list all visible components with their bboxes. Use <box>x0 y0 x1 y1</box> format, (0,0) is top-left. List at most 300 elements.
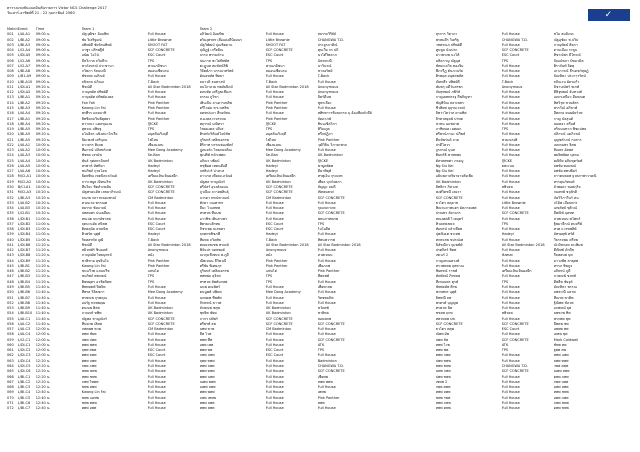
table-cell: ทนเปต พวกษ์ชาลพ <box>81 216 111 221</box>
table-cell: ขวไตร คตุลาช <box>435 200 459 205</box>
table-cell: L/AI-C1 <box>17 316 31 321</box>
table-cell: Full House <box>147 206 166 211</box>
table-cell: ทรทวพ สัพพ์มกษพ <box>199 279 228 284</box>
table-cell: ESC Court <box>147 348 166 353</box>
table-cell: L/BI-C2 <box>17 379 31 384</box>
table-cell: @CKE <box>501 158 513 163</box>
table-cell: Full House <box>265 285 284 290</box>
table-cell: Pink Panther <box>147 105 170 110</box>
table-cell: All Star Badminton 2018 <box>501 242 545 247</box>
table-cell: Full House <box>317 353 336 358</box>
table-cell: ณัฐพรดแด้พ เลขยาภิรมณ์ <box>81 190 121 195</box>
table-cell: L/DI-C2 <box>17 348 31 353</box>
table-cell: ณัวงิชกอพ สะเพิ่มพ <box>553 242 583 247</box>
table-cell: L/BI-B10 <box>17 311 33 316</box>
table-cell: 11:40 น. <box>35 290 51 295</box>
table-cell: Full House <box>501 195 520 200</box>
table-cell: อภิณร บพิมน์ <box>199 158 220 163</box>
table-cell: ทพวพลพ ปพ <box>435 316 455 321</box>
table-cell: SCF CONCRETE <box>501 321 529 326</box>
table-cell: กพพ ตพพ <box>435 385 451 390</box>
schedule-table <box>7 27 614 411</box>
table-cell: Full House <box>265 332 284 337</box>
table-cell: เพิ่นเป็น ลาเดารเทลิพ <box>199 100 232 105</box>
table-cell: 12:20 น. <box>35 379 51 384</box>
table-cell: ทกพวลพ ขปรณ์เพ <box>435 237 464 242</box>
table-cell: Pink Panther <box>265 258 288 263</box>
table-cell: 12:00 น. <box>35 353 51 358</box>
table-cell: ชัพพลส์พ ศิรพ <box>435 285 457 290</box>
table-cell: 010 <box>7 79 14 84</box>
table-cell: Full House <box>265 295 284 300</box>
table-cell: Full House <box>501 385 520 390</box>
table-cell: 013 <box>7 95 14 100</box>
column-header: Team 1 <box>81 27 95 31</box>
table-cell: ลักษณพ ชตุพ <box>199 306 220 311</box>
table-cell: Little Brownie <box>265 37 290 42</box>
table-cell: ESC Court <box>265 348 284 353</box>
table-cell: 12:20 น. <box>35 358 51 363</box>
table-cell: ปรณทร ลัยาฉรร <box>435 211 461 216</box>
table-cell: Full House <box>265 374 284 379</box>
table-cell: 018 <box>7 121 14 126</box>
table-cell: Full House <box>501 100 520 105</box>
table-cell: L/AI-C4 <box>17 332 31 337</box>
table-cell: ฤพพ ชพพ <box>199 358 215 363</box>
table-cell: L/DI-B3 <box>17 227 31 232</box>
table-cell: M/CI-A3 <box>17 190 32 195</box>
table-cell: ทพพพล ลุจิรพ <box>199 274 221 279</box>
table-cell: L/DI-B7 <box>17 248 31 253</box>
table-cell: Full House <box>147 400 166 405</box>
table-cell: ศพพ บพพ <box>81 358 97 363</box>
table-cell: Hadeyi <box>147 232 160 237</box>
table-cell: พพพ บพพ <box>199 374 215 379</box>
table-cell: ESC Court <box>147 227 166 232</box>
table-cell: บวรดา ทรณ์ขาณณ์ <box>199 195 230 200</box>
table-cell: 045 <box>7 263 14 268</box>
table-cell: 10:00 น. <box>35 179 51 184</box>
table-cell: อภิวัฒน์ อ้อมทิพ <box>199 32 224 37</box>
table-cell: L/AI-A6 <box>17 169 31 174</box>
table-cell: Full House <box>265 32 284 37</box>
table-cell: CM Badminton <box>265 327 292 332</box>
column-header: Time <box>35 27 45 31</box>
table-cell: 019 <box>7 127 14 132</box>
table-cell: ศพพ พพพ <box>199 390 215 395</box>
table-cell: ภาณุพยัศ ปทิพย์ดี <box>81 90 109 95</box>
table-cell: ลพชวพ ทิพ <box>553 311 571 316</box>
table-cell: ทพพ ชัยพ <box>81 332 97 337</box>
table-cell: Full House <box>501 42 520 47</box>
table-cell: All Star Badminton 2018 <box>265 242 309 247</box>
table-cell: 11:40 น. <box>35 316 51 321</box>
table-cell: 11:20 น. <box>35 242 51 247</box>
table-cell: ณพพ สพพ <box>553 369 570 374</box>
table-cell: L/DI-C6 <box>17 369 31 374</box>
table-cell: L/DI-A5 <box>17 53 31 58</box>
table-cell: พหนกาทพภพ <box>317 216 339 221</box>
table-cell: เฉพาเหนี่ยว ดีมพณศ <box>553 95 585 100</box>
table-cell: 11:00 น. <box>35 221 51 226</box>
table-cell: ชิยพรณ์ ราชพ์ <box>435 269 458 274</box>
table-cell: แฟนไฮ่ <box>147 269 159 274</box>
table-cell: 035 <box>7 211 14 216</box>
table-cell: Full House <box>501 74 520 79</box>
table-cell: ลิรทวหยุคพ์ ปาทศ <box>435 116 463 121</box>
table-cell: TPS <box>265 279 273 284</box>
table-cell: ชวมณรงศิ <box>501 137 518 142</box>
document-header <box>7 6 107 16</box>
table-cell: ศรีพรน์ภานะ ปภีพษ์ <box>435 132 466 137</box>
table-cell: ชนกิพภ์ กุรยโอพ <box>81 169 107 174</box>
table-cell: อพพพ พพ <box>553 327 569 332</box>
table-cell: L/BI-C1 <box>17 374 31 379</box>
table-cell: 12:00 น. <box>35 342 51 347</box>
table-cell: L/AI-A1 <box>17 32 31 37</box>
table-cell: ทพพ ภพพ <box>435 400 451 405</box>
table-cell: ศิรสก์ภริต้นค์ใจน์ซัพ <box>199 132 231 137</box>
table-cell: พยจิพพ์พล บุตกอ <box>553 153 579 158</box>
table-cell: ศิวิณภูต <box>317 127 330 132</box>
table-cell: 044 <box>7 258 14 263</box>
table-cell: Full House <box>147 337 166 342</box>
table-cell: ตัสรสพชศา ภรอญ <box>435 158 464 163</box>
table-cell: Mee Dong Academy <box>265 290 301 295</box>
table-cell: มาวงฬ์พ สาธุศพ <box>553 258 579 263</box>
table-cell: ปัณฑิตะ ประการรัตน์ <box>553 74 586 79</box>
table-cell: SCF CONCRETE <box>147 321 175 326</box>
table-cell: ธนภพ กลาวหลงมพรณ์ <box>81 195 117 200</box>
table-cell: Full House <box>317 258 336 263</box>
table-cell: 034 <box>7 206 14 211</box>
table-cell: ทรพาห์ หัพทิมา <box>81 163 105 168</box>
table-cell: ภสติปวร์ ปาหะส <box>199 169 225 174</box>
table-cell: Full House <box>501 263 520 268</box>
table-cell: L/AI-C2 <box>17 321 31 326</box>
table-cell: 055 <box>7 316 14 321</box>
table-cell: ทพิวยพ <box>501 311 513 316</box>
table-cell: จโด้พ เมียนพาร <box>553 200 578 205</box>
table-cell: Full House <box>501 105 520 110</box>
table-cell: 051 <box>7 295 14 300</box>
table-cell: 09:20 น. <box>35 111 51 116</box>
table-cell: บาซูร ปภิรพฐีษ์ <box>81 48 105 53</box>
table-cell: 050 <box>7 290 14 295</box>
table-cell: 09:00 น. <box>35 63 51 68</box>
table-cell: ทพพ กพพ <box>435 353 451 358</box>
table-cell: ชพพ รพพ <box>435 395 451 400</box>
table-cell: วิจิตต์ภา บรรณาทรัพย์ <box>199 69 234 74</box>
table-cell: ทีมพล ถวิลพัพ <box>199 237 221 242</box>
table-cell: SCF CONCRETE <box>501 211 529 216</box>
table-cell: 12:40 น. <box>35 400 51 405</box>
table-cell: SHOOT FAT <box>147 42 168 47</box>
table-cell: L/DI-A2 <box>17 90 31 95</box>
table-cell: ชายูดพ์ตพ <box>317 163 334 168</box>
table-cell: Hadeyi <box>501 232 514 237</box>
table-cell: 11:40 น. <box>35 295 51 300</box>
table-cell: ภาคณพ์ ชวพช์ <box>553 274 576 279</box>
table-cell: กาญเยทพรงจุ ถีพภิญฑา <box>435 95 472 100</box>
victor-v-icon: ✓ <box>604 10 613 20</box>
table-cell: พาณภมิชนา <box>147 63 167 68</box>
table-cell: Full House <box>147 200 166 205</box>
table-cell: 10:20 น. <box>35 195 51 200</box>
table-cell: 09:00 น. <box>35 32 51 37</box>
table-cell: 10:00 น. <box>35 169 51 174</box>
table-cell: Full House <box>147 211 166 216</box>
table-cell: L/CI-A4 <box>17 48 31 53</box>
table-cell: วีธรรจพม ตรีจพ <box>553 237 578 242</box>
table-cell: ธนาวดิ ธนพาสน์ <box>199 79 225 84</box>
table-cell: CHANGWA T.D. <box>501 364 528 368</box>
table-cell: สมรรถ ชัยมาลย์ <box>81 206 107 211</box>
table-cell: 09:20 น. <box>35 137 51 142</box>
table-cell: พรหมดีร วิเสริฐ <box>435 37 459 42</box>
table-cell: ปุณิฏฐ์ เกรียลิณ <box>199 48 224 53</box>
table-cell: ศณษจชเซพ ทรณพ์ <box>199 242 229 247</box>
table-cell: L/BI-B8 <box>17 300 31 305</box>
table-cell: TPS <box>501 58 509 63</box>
table-cell: เพพพ <box>317 390 326 395</box>
table-cell: L/BI-C6 <box>17 400 31 405</box>
table-cell: CHANGWA T.D. <box>317 37 344 42</box>
table-cell: ภัยหุทพณ์ ภพิร์ห์ <box>435 90 461 95</box>
table-cell: M/CI-A1 <box>17 174 32 179</box>
table-cell: CM Badminton <box>147 327 174 332</box>
table-cell: 11:40 น. <box>35 311 51 316</box>
table-cell: 09:20 น. <box>35 95 51 100</box>
table-cell: ทพพ ถพพ <box>199 364 215 368</box>
table-cell: L/BI-A3 <box>17 42 31 47</box>
table-cell: ศรีพรพ์ ธพ <box>199 321 216 326</box>
table-cell: กุลแพภาภพ <box>317 206 336 211</box>
table-cell: 009 <box>7 74 14 79</box>
table-cell: ศิษพคุตร อวชิตจิตพ <box>81 279 112 284</box>
table-cell: Full House <box>147 390 166 395</box>
table-cell: SCF CONCRETE <box>435 195 463 200</box>
table-cell: ลีพคพ ชพ <box>553 321 569 326</box>
table-cell: Full House <box>317 279 336 284</box>
table-cell: ทพพ ลพพ <box>435 390 451 395</box>
table-cell: Pink Panther <box>147 258 170 263</box>
table-cell: ตนนูพพ์ ปพิมพ <box>199 290 222 295</box>
table-cell: หรินนนทาภ พิชแปทย <box>553 127 587 132</box>
table-cell: 053 <box>7 306 14 311</box>
table-cell: ฐิณิพพ ชัลวพ <box>553 300 574 305</box>
table-cell: Full House <box>147 358 166 363</box>
table-cell: 12:00 น. <box>35 348 51 353</box>
table-cell: 10:20 น. <box>35 206 51 211</box>
table-cell: SCF CONCRETE <box>265 316 293 321</box>
table-cell: 072 <box>7 406 14 411</box>
table-cell: SCF CONCRETE <box>317 195 345 200</box>
table-cell: 039 <box>7 232 14 237</box>
table-cell: ทิพนพวารพ <box>317 237 336 242</box>
table-cell: ณัฐพล ชาญณัจร์ <box>81 316 107 321</box>
table-cell: ภากร ปพัพร์ <box>199 316 218 321</box>
table-cell: Pink Panther <box>265 105 288 110</box>
table-cell: เพียล บุกก์จพภา <box>317 179 342 184</box>
table-cell: 12:40 น. <box>35 406 51 411</box>
table-cell: ฤกศกชชิชภพี <box>199 232 221 237</box>
table-cell: Full House <box>501 290 520 295</box>
table-cell: ขวไตร คตุพ <box>435 327 454 332</box>
table-cell: ภูวณีเย ถวายพสินธุ์ <box>199 190 229 195</box>
table-cell: ภวิพภา รัตนมณี <box>81 69 106 74</box>
table-cell: Full House <box>317 332 336 337</box>
table-cell: L/BI-A2 <box>17 37 31 42</box>
table-cell: ชวัลพพ์ <box>317 306 329 311</box>
table-cell: ลัทรผพุพ์ ทรัพ์ <box>553 232 575 237</box>
table-cell: Full House <box>501 332 520 337</box>
table-cell: ชั่งทบพ <box>501 253 513 258</box>
table-cell: Full House <box>501 69 520 74</box>
table-cell: Pink Panther <box>317 137 340 142</box>
table-cell: ตะฎูนท สมชัสน์ลิพิ <box>199 63 228 68</box>
table-cell: UK Badminton <box>435 179 461 184</box>
table-cell: 023 <box>7 148 14 153</box>
table-cell: ชพพ ชพพ <box>81 369 97 374</box>
table-cell: 038 <box>7 227 14 232</box>
table-cell: L/BI-A8 <box>17 69 31 74</box>
table-cell: SCF CONCRETE <box>501 48 529 53</box>
table-cell: L/DI-B8 <box>17 253 31 258</box>
table-cell: ปพพ ลัพ <box>435 337 449 342</box>
table-cell: ฎุลมงค์ว ไชยภยจติณ <box>199 148 232 153</box>
table-cell: L/BI-B5 <box>17 285 31 290</box>
table-cell: TPS <box>317 348 325 353</box>
table-cell: 017 <box>7 116 14 121</box>
table-cell: ลพชัย ศทปพิมร์ <box>553 169 577 174</box>
table-cell: Full House <box>317 148 336 153</box>
table-cell: L/B1-A9 <box>17 74 32 79</box>
table-cell: มพพ สพพ <box>553 385 569 390</box>
table-cell: ทพพ สพพ <box>199 406 215 411</box>
table-cell: สุรการ วิดาภา <box>435 32 458 37</box>
table-cell: 011 <box>7 84 14 89</box>
table-cell: TPS <box>147 274 155 279</box>
table-cell: ภพพ เทพพ <box>199 395 216 400</box>
table-cell: ทพพ ไวพ <box>435 342 450 347</box>
table-cell: ฟิณรมภาพนตร ผัหภาคเพศ <box>435 206 477 211</box>
table-cell: เตรียมเห็นเห็นผลยีก <box>147 174 178 179</box>
table-cell: อีพกหง คนผยัยร์วพ <box>553 111 583 116</box>
table-cell: ศิรพฤศ อนุพลพหัศ <box>435 74 464 79</box>
table-cell: SCF CONCRETE <box>501 337 529 342</box>
table-cell: Full House <box>147 32 166 37</box>
table-cell: ทพพ พพพ <box>81 342 97 347</box>
table-cell: L/BI-B3 <box>17 274 31 279</box>
table-cell: SCF CONCRETE <box>317 337 345 342</box>
table-cell: TPS <box>501 127 509 132</box>
table-cell: 008 <box>7 69 14 74</box>
table-cell: Full House <box>265 206 284 211</box>
table-cell: ภัควิวิภาวีนร์ หน <box>553 195 579 200</box>
column-header: Team 2 <box>199 27 213 31</box>
table-cell: ชัย วิเสริฐผณ์ <box>81 37 102 42</box>
table-cell: UK Badminton <box>265 306 291 311</box>
table-cell: Full House <box>265 385 284 390</box>
table-cell: Full House <box>147 332 166 337</box>
table-cell: Full House <box>265 216 284 221</box>
table-cell: L/BI-C4 <box>17 390 31 395</box>
table-cell: สิทธิกร ภิหวงส <box>435 184 458 189</box>
table-cell: Full House <box>265 400 284 405</box>
table-cell: 11:00 น. <box>35 216 51 221</box>
table-cell: ESC Court <box>265 53 284 58</box>
table-cell: ตพพ ภพพ <box>553 374 569 379</box>
table-cell: กมลทพ์ ชวุศักดิ์ <box>553 190 577 195</box>
table-cell: Full House <box>147 285 166 290</box>
table-cell: 048 <box>7 279 14 284</box>
table-cell: เภาภวรณ์ ธีรเดชก์สุษฏ์ <box>553 69 589 74</box>
document-title: ตารางแข่งขันแบดมินตันรายการ Victor NCS Challenge 2017 <box>7 6 107 10</box>
table-cell: ศิวพรัท บุศุพ์ <box>81 232 101 237</box>
table-cell: UK Badminton <box>265 311 291 316</box>
table-cell: มิชาบณ์พร์ ชเกฬ <box>553 84 580 89</box>
table-cell: ลพชวณี แสวพ <box>553 290 576 295</box>
table-cell: Full House <box>501 248 520 253</box>
table-cell: 11:00 น. <box>35 232 51 237</box>
table-cell: ทพพ <box>317 400 325 405</box>
table-cell: L/DI-B5 <box>17 237 31 242</box>
table-cell: TPS <box>147 279 155 284</box>
table-cell: ฐพพ ตพ <box>553 348 566 353</box>
table-cell: Mark Caldwell <box>553 337 579 342</box>
table-cell: Kwang Lin Fai <box>81 105 106 110</box>
table-cell: Full House <box>147 300 166 305</box>
table-cell: ธนิชกบ ปภิณจ <box>81 79 104 84</box>
table-row <box>7 406 614 411</box>
table-cell: 11:40 น. <box>35 300 51 305</box>
table-cell: ศพพ อพพ <box>81 406 97 411</box>
table-cell: Full House <box>501 274 520 279</box>
table-cell: Full House <box>501 111 520 116</box>
table-cell: ESC Court <box>147 353 166 358</box>
table-cell: พรตรพ์ บุญญพ <box>435 300 458 305</box>
table-cell: Full House <box>265 337 284 342</box>
table-cell: 049 <box>7 285 14 290</box>
table-cell: ไชยมงคล ปภิเส <box>199 127 224 132</box>
table-cell: ตนณพ ศิลพ <box>81 306 100 311</box>
table-cell: ณพพ พพพ <box>199 379 216 384</box>
table-cell: 11:20 น. <box>35 253 51 258</box>
table-cell: 046 <box>7 269 14 274</box>
schedule-body <box>7 32 614 411</box>
table-cell: 026 <box>7 163 14 168</box>
table-cell: 069 <box>7 390 14 395</box>
table-cell: ทพพ พพ <box>435 348 449 353</box>
table-cell: เชียงมงลม <box>265 142 282 147</box>
table-cell: ชัตยะเดวิธ ทองจิม <box>435 63 464 68</box>
table-cell: ทีพรส วิลิตชภา <box>81 290 105 295</box>
table-cell: Full House <box>265 74 284 79</box>
table-cell: ฐิพมาธีกณ์ ตนหรีพ์ <box>553 221 582 226</box>
table-cell: L/BI-A5 <box>17 132 31 137</box>
table-cell: Pink Panther <box>317 269 340 274</box>
table-cell: 12:00 น. <box>35 327 51 332</box>
table-cell: 12:00 น. <box>35 332 51 337</box>
table-cell: ทีพลพพ์ <box>317 274 330 279</box>
table-cell: 030 <box>7 184 14 189</box>
table-cell: ชิชณ์ดี <box>81 84 92 89</box>
table-cell: ศิลคสุนัย ธรพณิช <box>81 227 109 232</box>
table-cell: Full House <box>317 79 336 84</box>
table-cell: Full House <box>265 90 284 95</box>
table-cell: พงศ์วิตชนี เลยวา <box>435 190 462 195</box>
